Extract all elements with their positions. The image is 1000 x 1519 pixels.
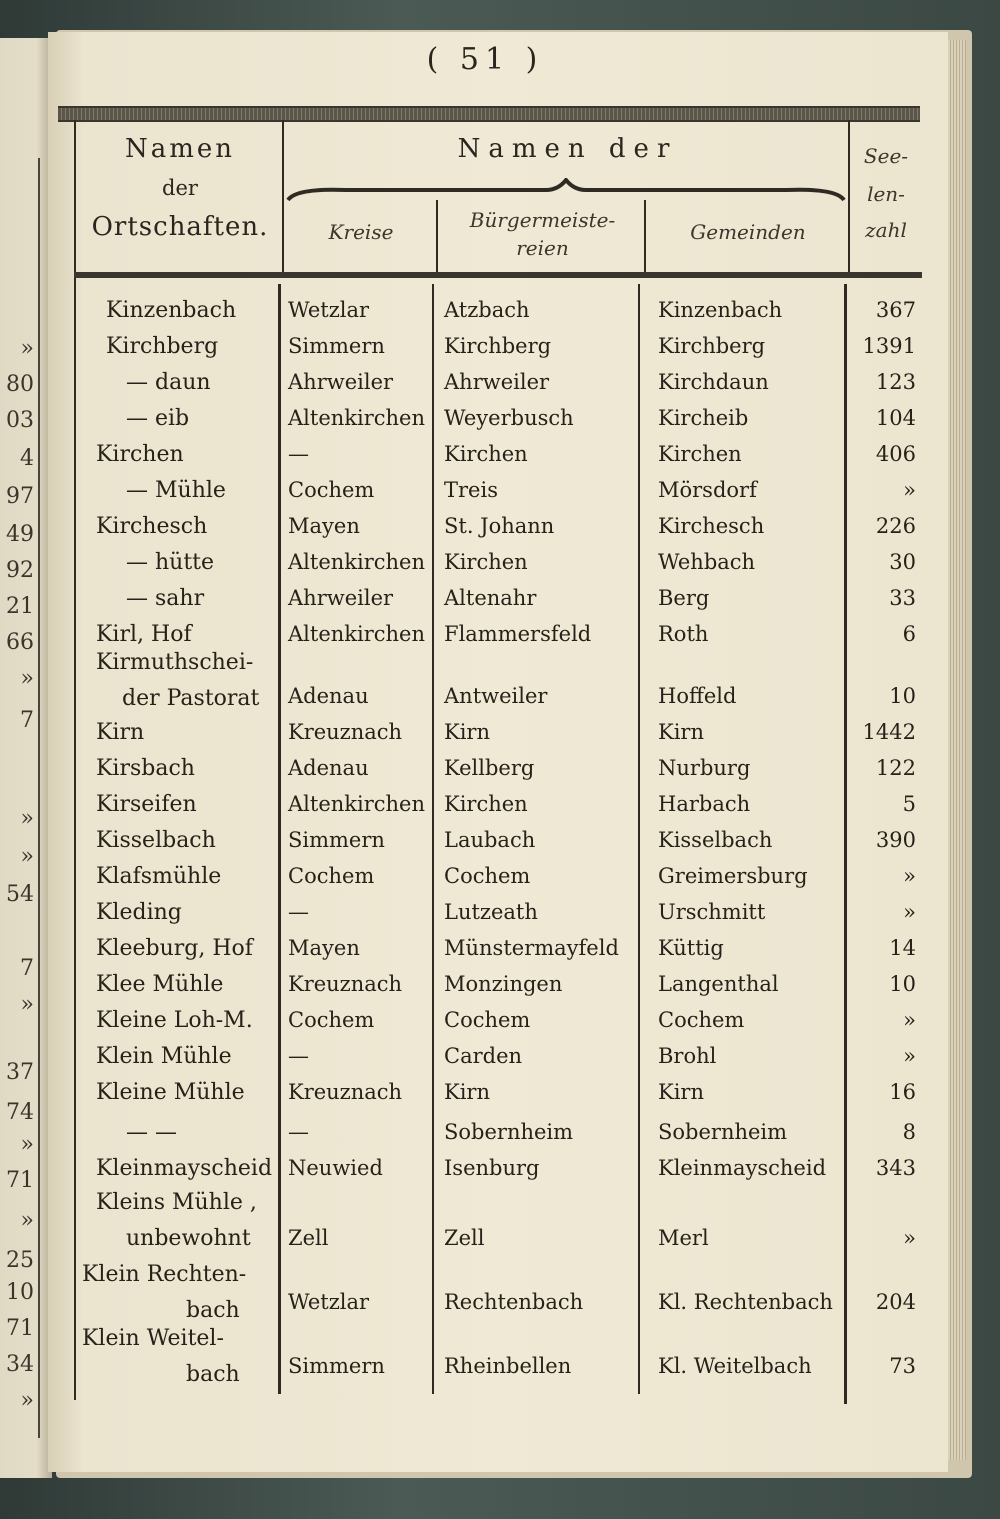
row-buergermeisterei: Zell (444, 1226, 485, 1250)
row-kreis: Kreuznach (288, 972, 403, 996)
left-page-number: 71 (6, 1168, 34, 1193)
row-seelenzahl: 1391 (862, 334, 916, 358)
page-number: ( 51 ) (426, 42, 544, 77)
row-gemeinde: Nurburg (658, 756, 751, 780)
row-seelenzahl: 14 (889, 936, 916, 960)
row-ortschaft: Kleins Mühle , (96, 1190, 257, 1215)
left-page-number: 7 (20, 956, 34, 981)
row-buergermeisterei: Rechtenbach (444, 1290, 584, 1314)
header-ort-line3: Ortschaften. (91, 212, 269, 242)
row-buergermeisterei: Kirchen (444, 550, 528, 574)
row-gemeinde: Kirchdaun (658, 370, 769, 394)
row-kreis: Cochem (288, 1008, 375, 1032)
row-buergermeisterei: Sobernheim (444, 1120, 574, 1144)
row-seelenzahl: 16 (889, 1080, 916, 1104)
header-seelen-line3: zahl (865, 218, 907, 242)
row-gemeinde: Küttig (658, 936, 724, 960)
row-ortschaft: Kleine Mühle (96, 1080, 245, 1105)
row-buergermeisterei: St. Johann (444, 514, 555, 538)
row-ortschaft: Klein Rechten- (82, 1262, 247, 1287)
row-buergermeisterei: Kellberg (444, 756, 535, 780)
row-ortschaft: — hütte (126, 550, 215, 575)
left-page-number: 21 (6, 594, 34, 619)
row-buergermeisterei: Kirchberg (444, 334, 552, 358)
top-ornamental-band (58, 106, 920, 122)
row-gemeinde: Cochem (658, 1008, 745, 1032)
row-buergermeisterei: Cochem (444, 1008, 531, 1032)
row-kreis: Neuwied (288, 1156, 383, 1180)
row-ortschaft: Klee Mühle (96, 972, 224, 997)
row-gemeinde: Kircheib (658, 406, 749, 430)
left-page-number: 03 (6, 408, 34, 433)
table-left-border (74, 120, 76, 1400)
header-kreise: Kreise (328, 220, 394, 244)
row-buergermeisterei: Altenahr (444, 586, 537, 610)
row-ortschaft-cont: bach (186, 1298, 240, 1323)
row-ortschaft: Kisselbach (96, 828, 216, 853)
left-page-rule (38, 158, 40, 1438)
row-buergermeisterei: Atzbach (444, 298, 530, 322)
header-divider-3 (644, 200, 646, 276)
left-page-number: » (20, 806, 34, 831)
row-kreis: Altenkirchen (288, 550, 425, 574)
row-buergermeisterei: Carden (444, 1044, 523, 1068)
row-gemeinde: Kl. Weitelbach (658, 1354, 812, 1378)
row-gemeinde: Sobernheim (658, 1120, 788, 1144)
row-gemeinde: Urschmitt (658, 900, 766, 924)
row-kreis: Kreuznach (288, 720, 403, 744)
row-kreis: Wetzlar (288, 298, 370, 322)
row-ortschaft: Kirsbach (96, 756, 195, 781)
row-ortschaft: Kleding (96, 900, 182, 925)
row-kreis: Ahrweiler (288, 370, 394, 394)
row-buergermeisterei: Weyerbusch (444, 406, 574, 430)
row-gemeinde: Kirn (658, 1080, 704, 1104)
row-ortschaft: — Mühle (126, 478, 226, 503)
row-ortschaft: Kleinmayscheid (96, 1156, 273, 1181)
row-gemeinde: Roth (658, 622, 709, 646)
row-seelenzahl: 10 (889, 972, 916, 996)
row-kreis: — (288, 442, 309, 466)
row-kreis: Simmern (288, 334, 385, 358)
row-kreis: Wetzlar (288, 1290, 370, 1314)
row-seelenzahl: » (903, 1226, 916, 1250)
row-gemeinde: Kirn (658, 720, 704, 744)
row-kreis: Ahrweiler (288, 586, 394, 610)
row-buergermeisterei: Kirchen (444, 442, 528, 466)
row-seelenzahl: » (903, 900, 916, 924)
row-gemeinde: Kleinmayscheid (658, 1156, 827, 1180)
row-kreis: Altenkirchen (288, 792, 425, 816)
left-page-number: 10 (6, 1280, 34, 1305)
left-page-number: 80 (6, 372, 34, 397)
left-page-number: 66 (6, 630, 34, 655)
row-ortschaft: — — (126, 1120, 177, 1145)
header-gemeinden: Gemeinden (690, 220, 806, 244)
row-kreis: Simmern (288, 828, 385, 852)
row-kreis: Altenkirchen (288, 406, 425, 430)
row-buergermeisterei: Rheinbellen (444, 1354, 572, 1378)
left-page-number: » (20, 1132, 34, 1157)
left-page-number: 54 (6, 882, 34, 907)
left-page-number: » (20, 1388, 34, 1413)
row-seelenzahl: 226 (875, 514, 916, 538)
row-seelenzahl: 343 (875, 1156, 916, 1180)
row-buergermeisterei: Cochem (444, 864, 531, 888)
row-ortschaft: Kleine Loh-M. (96, 1008, 253, 1033)
row-kreis: Mayen (288, 514, 360, 538)
row-gemeinde: Kirchesch (658, 514, 765, 538)
header-buerg-line2: reien (516, 236, 569, 260)
row-seelenzahl: 73 (889, 1354, 916, 1378)
left-page-number: 34 (6, 1352, 34, 1377)
left-page-number: » (20, 666, 34, 691)
row-buergermeisterei: Treis (444, 478, 498, 502)
header-divider-2 (436, 200, 438, 276)
row-buergermeisterei: Laubach (444, 828, 536, 852)
row-seelenzahl: 30 (889, 550, 916, 574)
header-brace (286, 178, 846, 204)
row-gemeinde: Harbach (658, 792, 751, 816)
column-rule-gemeinden (638, 284, 640, 1394)
row-gemeinde: Brohl (658, 1044, 717, 1068)
row-ortschaft-cont: unbewohnt (126, 1226, 251, 1251)
left-page-number: 4 (20, 446, 34, 471)
row-kreis: Cochem (288, 478, 375, 502)
row-seelenzahl: » (903, 478, 916, 502)
row-buergermeisterei: Kirn (444, 720, 490, 744)
left-page-number: » (20, 336, 34, 361)
column-rule-kreise (278, 284, 281, 1394)
row-ortschaft-cont: bach (186, 1362, 240, 1387)
row-gemeinde: Kisselbach (658, 828, 773, 852)
header-seelen-line2: len- (867, 182, 905, 206)
row-seelenzahl: » (903, 1008, 916, 1032)
row-gemeinde: Merl (658, 1226, 709, 1250)
left-page (0, 38, 52, 1478)
row-seelenzahl: 5 (902, 792, 916, 816)
header-seelen-line1: See- (863, 144, 909, 168)
left-page-number: 25 (6, 1248, 34, 1273)
row-seelenzahl: 123 (875, 370, 916, 394)
header-divider-1 (282, 120, 284, 276)
row-ortschaft: Kirchberg (106, 334, 219, 359)
row-seelenzahl: 122 (875, 756, 916, 780)
row-kreis: — (288, 1044, 309, 1068)
row-buergermeisterei: Kirchen (444, 792, 528, 816)
row-gemeinde: Wehbach (658, 550, 756, 574)
row-kreis: Altenkirchen (288, 622, 425, 646)
left-page-number: 92 (6, 558, 34, 583)
row-seelenzahl: 8 (902, 1120, 916, 1144)
row-kreis: Zell (288, 1226, 329, 1250)
row-buergermeisterei: Isenburg (444, 1156, 540, 1180)
row-ortschaft: Klafsmühle (96, 864, 222, 889)
row-seelenzahl: 1442 (862, 720, 916, 744)
row-ortschaft: Kirl, Hof (96, 622, 192, 647)
header-divider-4 (848, 120, 850, 276)
left-page-number: » (20, 844, 34, 869)
row-gemeinde: Greimersburg (658, 864, 808, 888)
row-gemeinde: Hoffeld (658, 684, 737, 708)
row-seelenzahl: 6 (902, 622, 916, 646)
row-kreis: Mayen (288, 936, 360, 960)
row-ortschaft: Klein Weitel- (82, 1326, 224, 1351)
row-buergermeisterei: Lutzeath (444, 900, 538, 924)
left-page-number: 49 (6, 522, 34, 547)
row-gemeinde: Berg (658, 586, 710, 610)
left-page-number: 71 (6, 1316, 34, 1341)
left-page-number: 37 (6, 1060, 34, 1085)
left-page-number: 97 (6, 484, 34, 509)
row-ortschaft: Kirchen (96, 442, 184, 467)
row-buergermeisterei: Ahrweiler (444, 370, 550, 394)
row-seelenzahl: » (903, 864, 916, 888)
row-gemeinde: Kinzenbach (658, 298, 783, 322)
row-ortschaft: — daun (126, 370, 211, 395)
row-buergermeisterei: Antweiler (444, 684, 548, 708)
row-seelenzahl: 204 (875, 1290, 916, 1314)
row-kreis: Adenau (288, 756, 369, 780)
row-seelenzahl: 390 (875, 828, 916, 852)
row-ortschaft: Kirmuthschei- (96, 650, 254, 675)
row-kreis: Simmern (288, 1354, 385, 1378)
row-ortschaft: Kleeburg, Hof (96, 936, 253, 961)
row-buergermeisterei: Flammersfeld (444, 622, 592, 646)
row-ortschaft: — sahr (126, 586, 205, 611)
row-gemeinde: Langenthal (658, 972, 779, 996)
row-ortschaft: Kirseifen (96, 792, 197, 817)
left-page-number: 74 (6, 1100, 34, 1125)
row-ortschaft: Kinzenbach (106, 298, 237, 323)
row-buergermeisterei: Kirn (444, 1080, 490, 1104)
row-kreis: Kreuznach (288, 1080, 403, 1104)
row-buergermeisterei: Münstermayfeld (444, 936, 619, 960)
header-buerg-line1: Bürgermeiste- (469, 208, 616, 232)
row-ortschaft: — eib (126, 406, 190, 431)
row-ortschaft: Kirchesch (96, 514, 208, 539)
row-seelenzahl: 10 (889, 684, 916, 708)
row-kreis: — (288, 1120, 309, 1144)
row-gemeinde: Kirchberg (658, 334, 766, 358)
header-ort-line1: Namen (124, 134, 236, 164)
column-rule-zahl (844, 284, 847, 1404)
row-buergermeisterei: Monzingen (444, 972, 563, 996)
row-gemeinde: Kirchen (658, 442, 742, 466)
row-seelenzahl: 104 (875, 406, 916, 430)
row-gemeinde: Kl. Rechtenbach (658, 1290, 833, 1314)
header-bottom-rule (74, 272, 922, 278)
row-kreis: — (288, 900, 309, 924)
row-seelenzahl: » (903, 1044, 916, 1068)
header-group-title: Namen der (457, 134, 678, 164)
column-rule-buerg (432, 284, 434, 1394)
left-page-number: 7 (20, 708, 34, 733)
row-seelenzahl: 406 (875, 442, 916, 466)
row-seelenzahl: 367 (875, 298, 916, 322)
row-kreis: Cochem (288, 864, 375, 888)
row-ortschaft-cont: der Pastorat (122, 686, 260, 711)
header-ort-line2: der (162, 176, 198, 200)
row-ortschaft: Kirn (96, 720, 145, 745)
left-page-number: » (20, 992, 34, 1017)
row-gemeinde: Mörsdorf (658, 478, 757, 502)
row-seelenzahl: 33 (889, 586, 916, 610)
left-page-number: » (20, 1208, 34, 1233)
row-ortschaft: Klein Mühle (96, 1044, 232, 1069)
row-kreis: Adenau (288, 684, 369, 708)
